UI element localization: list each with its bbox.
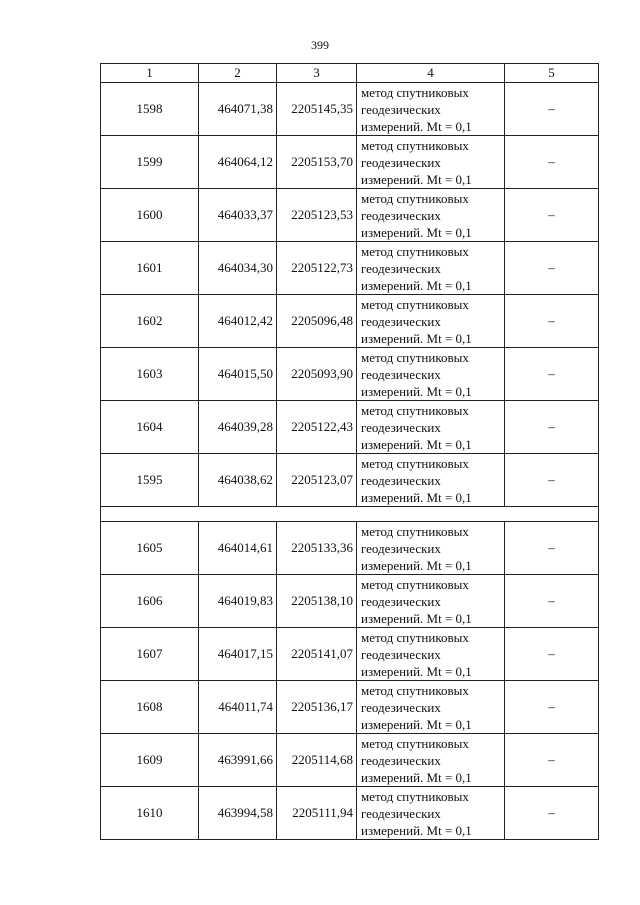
method-line: геодезических: [361, 805, 441, 821]
point-number-cell: 1602: [101, 295, 199, 348]
method-line: измерений. Mt = 0,1: [361, 610, 472, 626]
x-coordinate-cell: 464038,62: [199, 454, 277, 507]
method-line: геодезических: [361, 419, 441, 435]
table-row: [101, 295, 599, 348]
method-line: метод спутниковых: [361, 629, 469, 645]
header-col-4: 4: [357, 64, 505, 83]
x-coordinate-cell: 464019,83: [199, 575, 277, 628]
header-col-1: 1: [101, 64, 199, 83]
point-number-cell: 1608: [101, 681, 199, 734]
table-row: [101, 189, 599, 242]
method-cell: [357, 295, 505, 348]
note-cell: –: [505, 401, 599, 454]
note-cell: –: [505, 295, 599, 348]
method-line: геодезических: [361, 313, 441, 329]
method-cell: [357, 136, 505, 189]
y-coordinate-cell: 2205093,90: [277, 348, 357, 401]
method-cell: [357, 734, 505, 787]
method-line: метод спутниковых: [361, 682, 469, 698]
method-line: измерений. Mt = 0,1: [361, 277, 472, 293]
method-line: измерений. Mt = 0,1: [361, 383, 472, 399]
table-row: [101, 734, 599, 787]
x-coordinate-cell: 463994,58: [199, 787, 277, 840]
method-cell: [357, 681, 505, 734]
note-cell: –: [505, 83, 599, 136]
table-row: [101, 681, 599, 734]
method-line: геодезических: [361, 154, 441, 170]
y-coordinate-cell: 2205123,53: [277, 189, 357, 242]
method-line: метод спутниковых: [361, 788, 469, 804]
note-cell: –: [505, 628, 599, 681]
x-coordinate-cell: 464014,61: [199, 522, 277, 575]
method-line: геодезических: [361, 646, 441, 662]
method-line: геодезических: [361, 366, 441, 382]
table-row: [101, 348, 599, 401]
method-line: метод спутниковых: [361, 576, 469, 592]
group-separator-cell: [101, 507, 599, 522]
point-number-cell: 1603: [101, 348, 199, 401]
table-row: [101, 242, 599, 295]
method-cell: [357, 83, 505, 136]
method-line: метод спутниковых: [361, 349, 469, 365]
group-separator-row: [101, 507, 599, 522]
method-line: геодезических: [361, 207, 441, 223]
header-col-3: 3: [277, 64, 357, 83]
method-line: геодезических: [361, 540, 441, 556]
x-coordinate-cell: 464011,74: [199, 681, 277, 734]
method-line: геодезических: [361, 101, 441, 117]
method-cell: [357, 189, 505, 242]
point-number-cell: 1598: [101, 83, 199, 136]
x-coordinate-cell: 464033,37: [199, 189, 277, 242]
point-number-cell: 1606: [101, 575, 199, 628]
y-coordinate-cell: 2205136,17: [277, 681, 357, 734]
method-line: измерений. Mt = 0,1: [361, 489, 472, 505]
method-cell: [357, 628, 505, 681]
header-col-2: 2: [199, 64, 277, 83]
table-row: [101, 522, 599, 575]
note-cell: –: [505, 348, 599, 401]
method-line: метод спутниковых: [361, 523, 469, 539]
method-line: метод спутниковых: [361, 84, 469, 100]
method-line: геодезических: [361, 472, 441, 488]
y-coordinate-cell: 2205122,43: [277, 401, 357, 454]
method-line: метод спутниковых: [361, 296, 469, 312]
y-coordinate-cell: 2205114,68: [277, 734, 357, 787]
method-cell: [357, 401, 505, 454]
x-coordinate-cell: 464012,42: [199, 295, 277, 348]
method-line: метод спутниковых: [361, 735, 469, 751]
method-line: геодезических: [361, 260, 441, 276]
x-coordinate-cell: 464071,38: [199, 83, 277, 136]
method-cell: [357, 348, 505, 401]
method-line: метод спутниковых: [361, 190, 469, 206]
y-coordinate-cell: 2205123,07: [277, 454, 357, 507]
note-cell: –: [505, 136, 599, 189]
method-line: метод спутниковых: [361, 137, 469, 153]
y-coordinate-cell: 2205096,48: [277, 295, 357, 348]
point-number-cell: 1601: [101, 242, 199, 295]
x-coordinate-cell: 464015,50: [199, 348, 277, 401]
note-cell: –: [505, 522, 599, 575]
note-cell: –: [505, 681, 599, 734]
y-coordinate-cell: 2205133,36: [277, 522, 357, 575]
y-coordinate-cell: 2205153,70: [277, 136, 357, 189]
table-row: [101, 575, 599, 628]
method-cell: [357, 454, 505, 507]
point-number-cell: 1600: [101, 189, 199, 242]
note-cell: –: [505, 189, 599, 242]
point-number-cell: 1607: [101, 628, 199, 681]
coordinates-table-group-1: [100, 63, 599, 507]
y-coordinate-cell: 2205111,94: [277, 787, 357, 840]
note-cell: –: [505, 242, 599, 295]
method-line: измерений. Mt = 0,1: [361, 716, 472, 732]
point-number-cell: 1595: [101, 454, 199, 507]
y-coordinate-cell: 2205138,10: [277, 575, 357, 628]
method-cell: [357, 787, 505, 840]
table-row: [101, 83, 599, 136]
method-line: измерений. Mt = 0,1: [361, 663, 472, 679]
header-col-5: 5: [505, 64, 599, 83]
method-line: измерений. Mt = 0,1: [361, 769, 472, 785]
method-cell: [357, 575, 505, 628]
coordinates-table-group-2: [100, 506, 599, 840]
table-header-row: [101, 64, 599, 83]
page-number: 399: [311, 38, 329, 52]
table-row: [101, 454, 599, 507]
note-cell: –: [505, 734, 599, 787]
point-number-cell: 1604: [101, 401, 199, 454]
point-number-cell: 1610: [101, 787, 199, 840]
table-row: [101, 787, 599, 840]
table-row: [101, 136, 599, 189]
method-line: измерений. Mt = 0,1: [361, 224, 472, 240]
method-line: измерений. Mt = 0,1: [361, 557, 472, 573]
note-cell: –: [505, 575, 599, 628]
point-number-cell: 1609: [101, 734, 199, 787]
table-row: [101, 401, 599, 454]
method-line: измерений. Mt = 0,1: [361, 436, 472, 452]
method-line: метод спутниковых: [361, 243, 469, 259]
method-line: геодезических: [361, 699, 441, 715]
x-coordinate-cell: 464039,28: [199, 401, 277, 454]
method-line: метод спутниковых: [361, 402, 469, 418]
point-number-cell: 1599: [101, 136, 199, 189]
note-cell: –: [505, 787, 599, 840]
note-cell: –: [505, 454, 599, 507]
y-coordinate-cell: 2205145,35: [277, 83, 357, 136]
x-coordinate-cell: 464017,15: [199, 628, 277, 681]
method-line: геодезических: [361, 752, 441, 768]
method-line: измерений. Mt = 0,1: [361, 118, 472, 134]
x-coordinate-cell: 464034,30: [199, 242, 277, 295]
table-row: [101, 628, 599, 681]
y-coordinate-cell: 2205122,73: [277, 242, 357, 295]
method-line: измерений. Mt = 0,1: [361, 822, 472, 838]
method-cell: [357, 522, 505, 575]
method-line: метод спутниковых: [361, 455, 469, 471]
method-line: измерений. Mt = 0,1: [361, 171, 472, 187]
method-cell: [357, 242, 505, 295]
method-line: геодезических: [361, 593, 441, 609]
x-coordinate-cell: 464064,12: [199, 136, 277, 189]
x-coordinate-cell: 463991,66: [199, 734, 277, 787]
y-coordinate-cell: 2205141,07: [277, 628, 357, 681]
point-number-cell: 1605: [101, 522, 199, 575]
method-line: измерений. Mt = 0,1: [361, 330, 472, 346]
